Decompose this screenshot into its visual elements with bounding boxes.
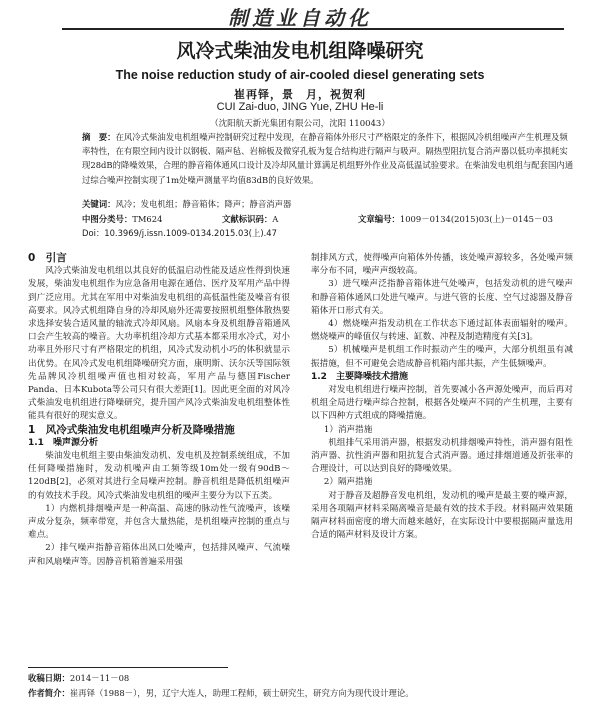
- left-column: [28, 252, 290, 569]
- keywords: [82, 198, 574, 210]
- right-column: [311, 252, 573, 542]
- item-heading-muffler: 1）消声措施: [323, 424, 373, 435]
- paragraph: 柴油发电机组主要由柴油发动机、发电机及控制系统组成，不加任何降噪措施时，发动机噪声由工频等级10m处一级有90dB～120dB[2]，必须对其进行全局噪声控制。静音机组是降低机组噪声的有效技术手段。风冷式柴油发电机组的噪声主要分为以下五类。: [28, 451, 290, 501]
- keywords-label: 关键词：: [82, 199, 116, 209]
- doi: Doi：10.3969/j.issn.1009-0134.2015.03(上).47: [82, 228, 277, 238]
- paragraph: 2）排气噪声指静音箱体出风口处噪声，包括排风噪声、气流噪声和风扇噪声等。因静音机箱普遍采用强: [28, 543, 290, 567]
- paragraph: 4）燃烧噪声指发动机在工作状态下通过缸体表面辐射的噪声。燃烧噪声的峰值仅与转速、缸数、冲程及制造精度有关[3]。: [311, 319, 573, 343]
- clc-number: [82, 213, 162, 225]
- item-heading-insulation: 2）隔声措施: [323, 477, 373, 488]
- paragraph: 对于静音及超静音发电机组，发动机的噪声是最主要的噪声源，采用各项隔声材料采隔离噪音是最有效的技术手段。材料隔声效果随隔声材料面密度的增大而越来越好，在实际设计中要根据隔声量选用合适的隔声材料及设计方案。: [311, 490, 573, 541]
- abstract-text: 在风冷式柴油发电机组噪声控制研究过程中发现，在静音箱体外形尺寸严格限定的条件下，根据风冷机组噪声产生机理及频率特性，在有限空间内设计以钢板、隔声毡、岩棉板及微穿孔板为复合结构进行隔声与吸声。隔热型阻抗复合消声器以低功率损耗实现28dB的降噪效果，合理的静音箱体通风口设计及冷却风量计算满足机组野外作业及高低温试验要求。在柴油发电机组与配套国内通过综合噪声控制实现了1m处噪声测量平均值83dB的良好效果。: [82, 132, 574, 185]
- paragraph: 5）机械噪声是机组工作时振动产生的噪声，大部分机组虽有减振措施，但不可避免会造成静音机箱内部共振，产生低频噪声。: [311, 345, 573, 369]
- author-bio-label: 作者简介：: [28, 688, 70, 698]
- article-no-label: 文章编号：: [358, 214, 400, 224]
- paragraph: 1）内燃机排烟噪声是一种高温、高速的脉动性气流噪声，该噪声成分复杂，频率带宽，并包含大量热能，是机组噪声控制的重点与难点。: [28, 503, 290, 541]
- author-bio: [28, 687, 414, 699]
- section-heading-1: 1 风冷式柴油发电机组噪声分析及降噪措施: [28, 423, 235, 436]
- authors-english: CUI Zai-duo, JING Yue, ZHU He-li: [216, 101, 384, 113]
- received-value: 2014－11－08: [69, 673, 130, 683]
- journal-name: 制造业自动化: [228, 6, 372, 30]
- received-label: 收稿日期：: [28, 673, 70, 683]
- received-date: [28, 672, 129, 684]
- paragraph: 对发电机组进行噪声控制，首先要减小各声源处噪声，而后再对机组全局进行噪声综合控制，根据各处噪声不同的产生机理，主要有以下四种方式组成的降噪措施。: [311, 385, 573, 422]
- header-rule: [62, 28, 564, 30]
- paragraph: 风冷式柴油发电机组以其良好的低温启动性能及适应性得到快速发展，柴油发电机组作为应急备用电源在通信、医疗及军用产品中得到广泛应用。尤其在军用中对柴油发电机组的高低温性能及噪音有很高要求。风冷式机组降自身的冷却风扇外还需要按照机组整体散热要求选择安装合适风量的轴流式冷却风扇。风扇本身及机组静音箱通风口会产生较高的噪音。大功率机组冷却方式基本都采用水冷式，对小功率且外形尺寸有严格限定的机组，风冷式发动机小巧的体积就显示出优势。在风冷式发电机组降噪研究方面，康明斯、沃尔沃等国际领先品牌风冷机组噪声值也相对较高，军用产品与德国Fischer Panda、日本Kubota等公司只有很大差距[1]。因此更全面的对风冷式柴油发电机组进行降噪研究，提升国产风冷式柴油发电机组整体性能具有很好的现实意义。: [28, 266, 290, 422]
- paragraph: 制排风方式，使得噪声向箱体外传播，该处噪声源较多，各处噪声频率分布不同，噪声声级较高。: [311, 253, 573, 277]
- subsection-heading-1-1: 1.1 噪声源分析: [28, 437, 98, 448]
- affiliation: （沈阳航天新光集团有限公司，沈阳 110043）: [210, 119, 390, 129]
- doc-code-label: 文献标识码：: [222, 214, 273, 224]
- footnote-rule: [28, 667, 228, 668]
- title-chinese: 风冷式柴油发电机组降噪研究: [176, 40, 424, 62]
- title-english: The noise reduction study of air-cooled diesel generating sets: [115, 68, 485, 82]
- article-number: [358, 213, 553, 225]
- paragraph: 机组排气采用消声器，根据发动机排烟噪声特性，消声器有阻性消声器、抗性消声器和阻抗复合式消声器。通过排烟道通及折张率的合理设计，可以达到良好的降噪效果。: [311, 437, 573, 475]
- article-no-value: 1009－0134(2015)03(上)－0145－03: [399, 214, 554, 224]
- document-code: [222, 213, 278, 225]
- clc-label: 中图分类号：: [82, 214, 133, 224]
- author-bio-text: 崔再铎（1988－），男，辽宁大连人，助理工程师，硕士研究生，研究方向为现代设计理论。: [69, 688, 414, 698]
- abstract: [82, 130, 574, 187]
- abstract-label: 摘 要：: [82, 132, 116, 142]
- authors-chinese: 崔再铎，景 月，祝贺利: [234, 88, 366, 101]
- section-heading-intro: 0 引言: [28, 252, 67, 264]
- paragraph: 3）进气噪声泛指静音箱体进气处噪声，包括发动机的进气噪声和静音箱体通风口处进气噪声。与进气管的长度、空气过滤器及静音箱体开口形式有关。: [311, 279, 573, 316]
- subsection-heading-1-2: 1.2 主要降噪技术措施: [311, 371, 408, 382]
- doc-code-value: A: [272, 214, 279, 224]
- clc-value: TM624: [132, 214, 163, 224]
- keywords-text: 风冷；发电机组；静音箱体；降声；静音消声器: [115, 199, 292, 209]
